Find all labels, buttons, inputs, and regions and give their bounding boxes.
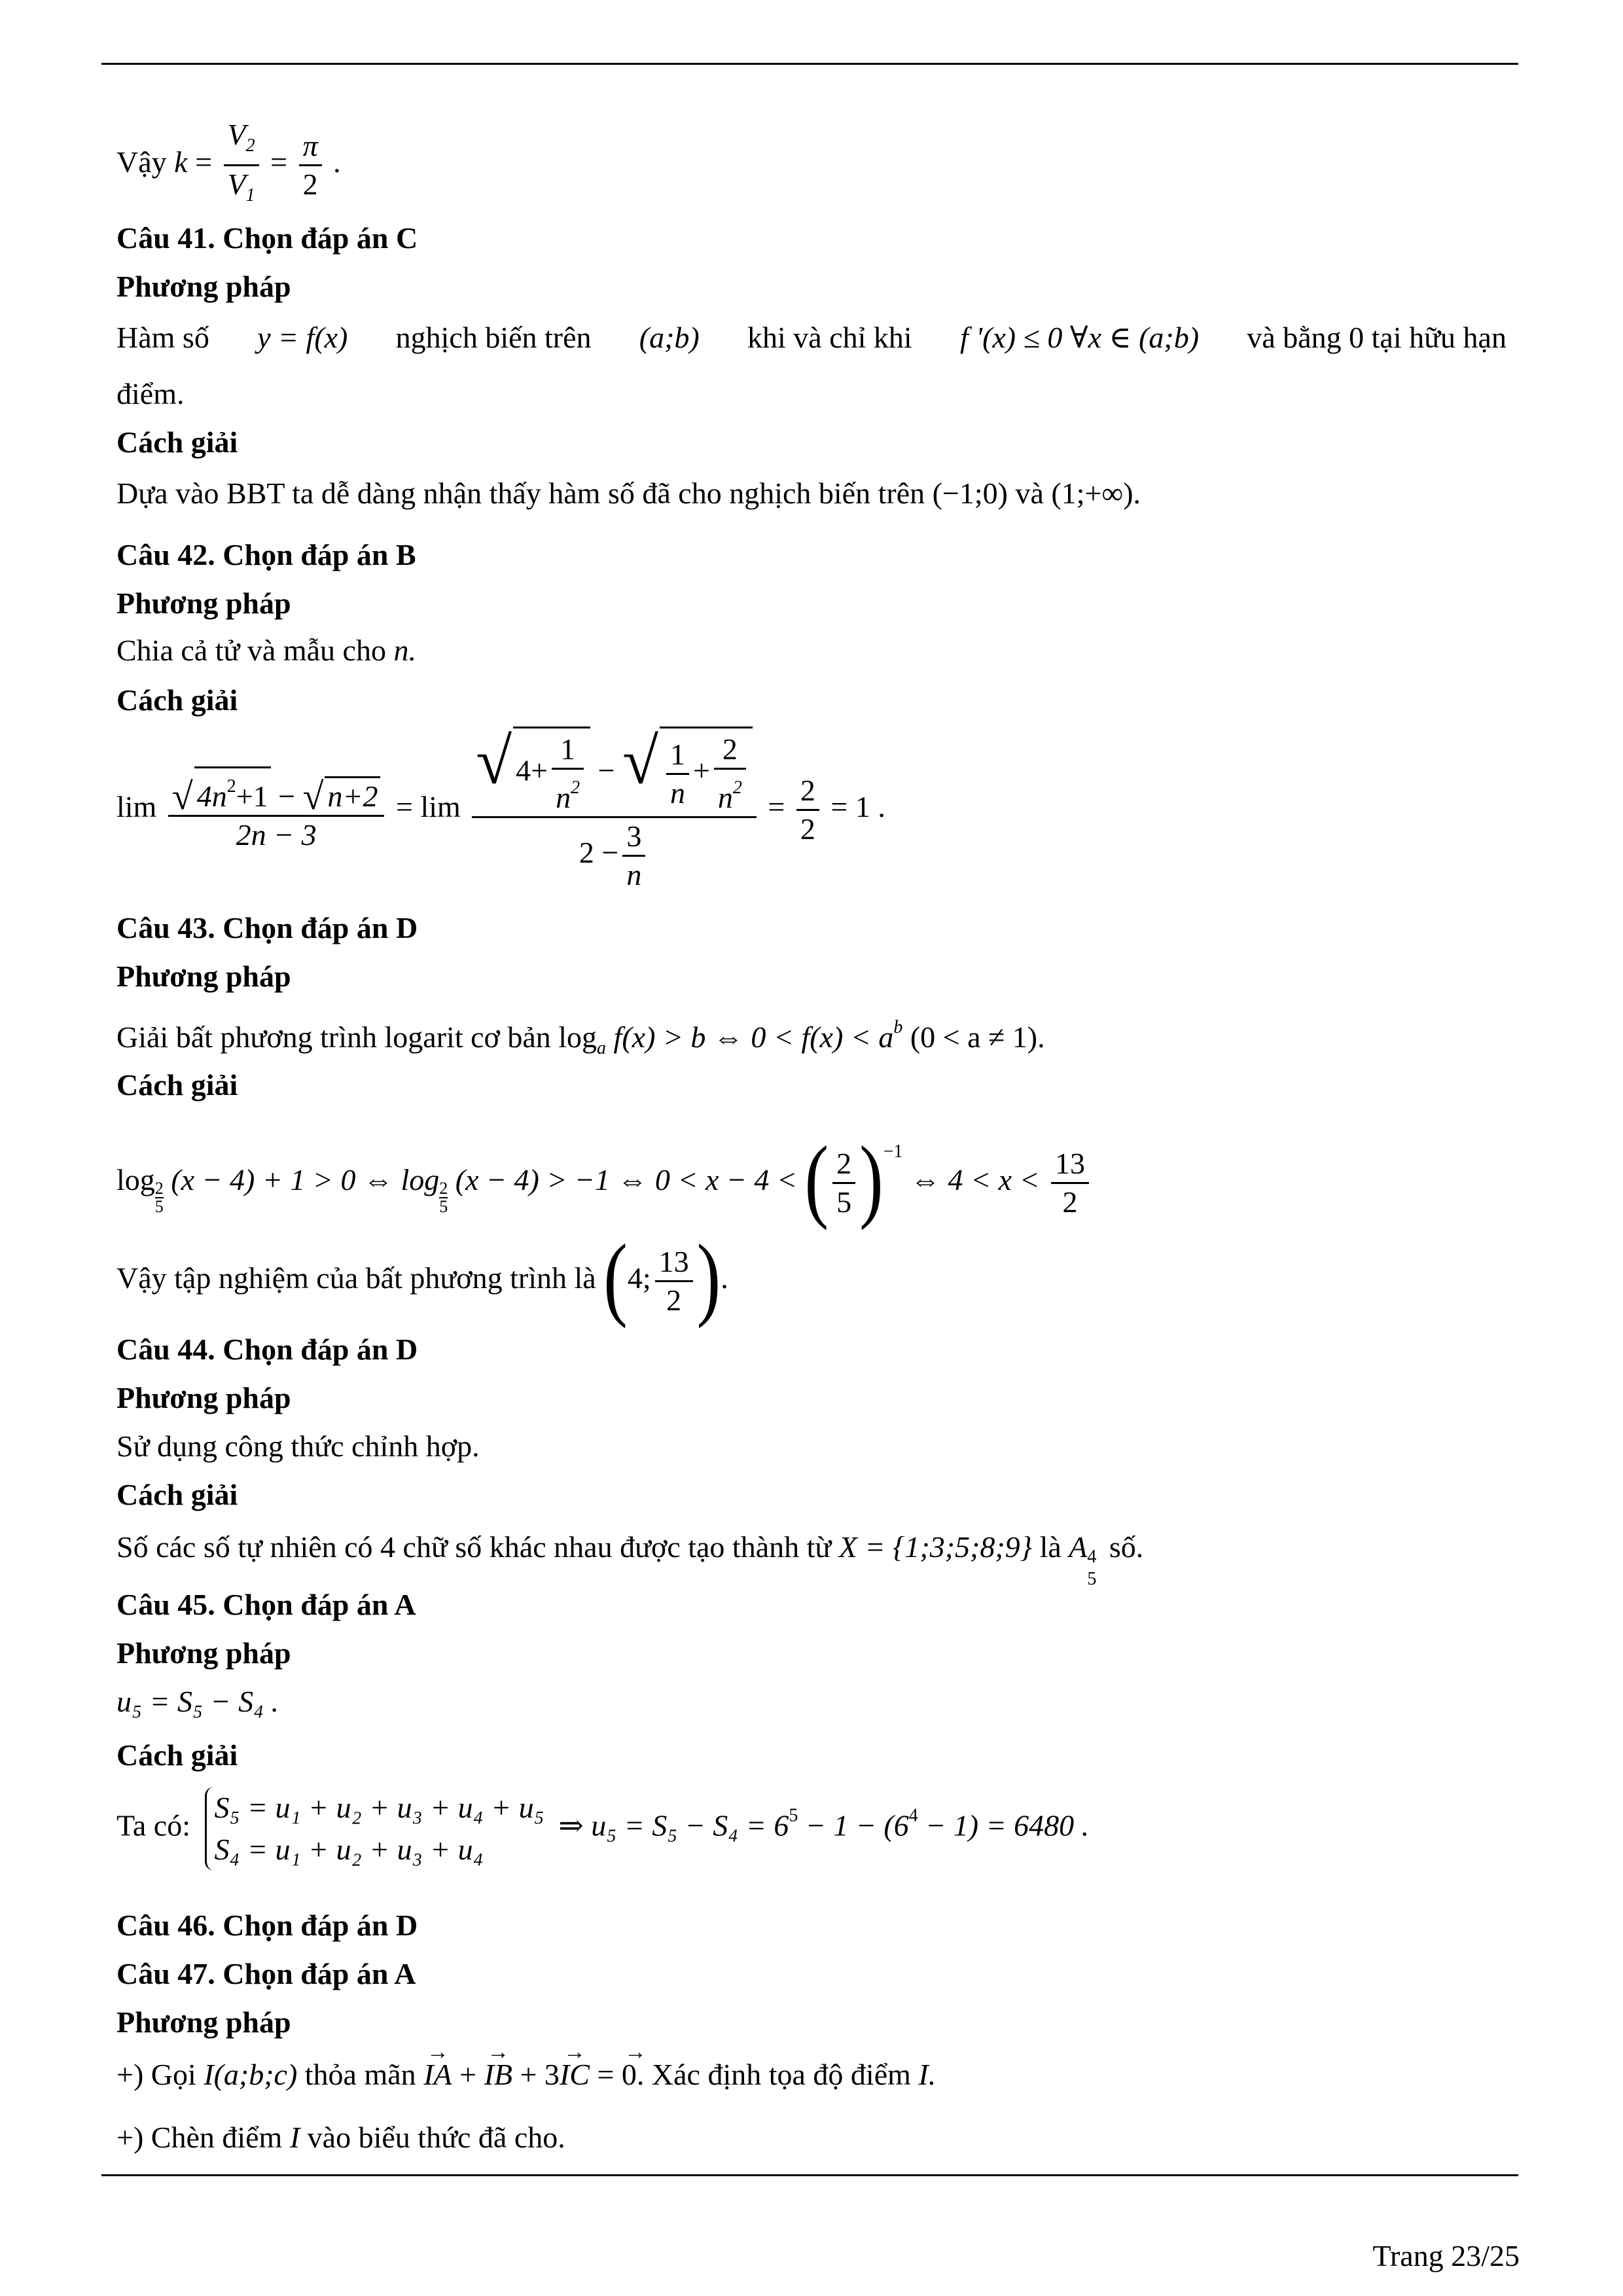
fraction-result [796, 772, 819, 848]
text: thỏa mãn [304, 2058, 416, 2091]
f-num: 1 [552, 731, 584, 770]
f-num: 3 [622, 818, 645, 857]
q43-heading: Câu 43. Chọn đáp án D [116, 911, 418, 944]
term: 4n [196, 780, 227, 813]
text: Ta có: [116, 1808, 191, 1842]
point-I: I [289, 2121, 300, 2154]
f-den: n [556, 781, 571, 814]
q47-step1 [116, 2055, 936, 2094]
vector-IA: → IA [423, 2055, 452, 2094]
minus: − [278, 780, 296, 813]
f-den: n [669, 776, 685, 810]
f-num: 1 [666, 736, 689, 775]
eq: = [395, 790, 413, 824]
num-sub: 2 [245, 135, 255, 156]
result: ⇒ u₅ = S₅ − S₄ = 6 [558, 1808, 789, 1842]
den-term: 2 − [579, 836, 619, 870]
q45-method-formula: u₅ = S₅ − S₄ . [116, 1685, 279, 1718]
interval-ab: (a;b) [639, 321, 700, 354]
den: 2n − 3 [236, 818, 317, 852]
condition: f '(x) ≤ 0 ∀x ∈ (a;b) [959, 321, 1200, 354]
formula-cond: (0 < a ≠ 1). [910, 1020, 1045, 1054]
den: V [227, 168, 246, 201]
text: vào biểu thức đã cho. [307, 2121, 565, 2154]
term: +1 [236, 780, 268, 813]
q44-heading: Câu 44. Chọn đáp án D [116, 1333, 418, 1366]
text: . Xác định tọa độ điểm [636, 2058, 911, 2091]
f-den: 5 [836, 1185, 852, 1219]
text: khi và chỉ khi [747, 321, 912, 354]
sup: −1 [883, 1141, 903, 1162]
q45-solve-eq [116, 1787, 1089, 1871]
sup: 4 [1087, 1547, 1097, 1567]
q41-solve-label: Cách giải [116, 425, 238, 459]
text: Hàm số [116, 321, 209, 354]
num: V [227, 118, 246, 151]
q41-method-label: Phương pháp [116, 270, 291, 303]
f-num: 2 [796, 772, 819, 811]
q43-method-line [116, 1008, 1045, 1068]
sup: b [893, 1017, 903, 1037]
var-k: k [174, 145, 188, 179]
log: log [116, 1163, 155, 1196]
fraction-v [224, 117, 259, 214]
sup: 4 [908, 1805, 918, 1826]
q41-solve-line [116, 474, 1141, 513]
q42-limit [116, 726, 885, 893]
eq: = [768, 790, 785, 824]
interval-1: (−1;0) [932, 476, 1008, 510]
text: Chia cả tử và mẫu cho [116, 634, 386, 667]
system [205, 1787, 544, 1871]
q43-conclusion: Vậy tập nghiệm của bất phương trình là (4; $\frac{13}{2}$ ). [116, 1225, 728, 1329]
vector-IC: → IC [560, 2055, 590, 2094]
q46-heading: Câu 46. Chọn đáp án D [116, 1909, 418, 1942]
f-den: 2 [1062, 1185, 1078, 1219]
q42-method-label: Phương pháp [116, 586, 291, 620]
den-sub: 1 [245, 185, 255, 206]
sub: 5 [1087, 1569, 1097, 1589]
eq-part: (x − 4) + 1 > 0 ⇔ log [171, 1163, 440, 1196]
q44-solve-label: Cách giải [116, 1478, 238, 1511]
q41-method-line2: điểm. [116, 377, 185, 410]
f-num: 13 [655, 1244, 693, 1282]
den2: 2 [302, 168, 318, 201]
f-den: n [626, 858, 642, 891]
result: − 1 − (6 [805, 1808, 909, 1842]
interval-start: 4; [627, 1261, 651, 1295]
eq-part: (x − 4) > −1 ⇔ 0 < x − 4 < [455, 1163, 797, 1196]
lim: lim [116, 790, 157, 824]
q44-solve-line [116, 1528, 1144, 1589]
sub-den: 5 [439, 1197, 448, 1216]
fraction-pi [299, 128, 322, 203]
sup: 2 [226, 776, 236, 797]
eq-part: ⇔ 4 < x < [910, 1163, 1040, 1196]
text: nghịch biến trên [395, 321, 592, 354]
plus-3: + 3 [520, 2058, 560, 2091]
sup: 5 [789, 1805, 798, 1826]
sub-num: 2 [439, 1179, 448, 1198]
num2: π [299, 128, 322, 166]
page-number: Trang 23/25 [1372, 2239, 1520, 2272]
point-I: I. [918, 2058, 936, 2091]
q42-solve-label: Cách giải [116, 683, 238, 717]
text: là [1039, 1530, 1061, 1564]
q45-method-label: Phương pháp [116, 1636, 291, 1670]
fraction-lim2: √ 4+ $\frac{1}{n^2}$ − √ $\frac{1}{n}$ + $\frac{2}{n^2}$ 2 − $\frac{3}{n}$ [472, 726, 757, 893]
sys-line: S₅ = u₁ + u₂ + u₃ + u₄ + u₅ [214, 1791, 544, 1824]
f-num: 2 [832, 1145, 855, 1184]
formula: f(x) > b ⇔ 0 < f(x) < a [613, 1020, 894, 1054]
point-I: I(a;b;c) [204, 2058, 298, 2091]
q45-solve-label: Cách giải [116, 1738, 238, 1772]
q47-method-label: Phương pháp [116, 2005, 291, 2039]
f-den: 2 [666, 1283, 682, 1317]
text: +) Gọi [116, 2058, 196, 2091]
text: Giải bất phương trình logarit cơ bản [116, 1020, 551, 1054]
dot: . [1133, 476, 1141, 510]
f-num: 13 [1051, 1145, 1089, 1184]
q43-method-label: Phương pháp [116, 960, 291, 993]
sup: 2 [571, 778, 580, 798]
conclusion-k [116, 117, 341, 214]
arrangement: A [1069, 1530, 1088, 1564]
sub-num: 2 [154, 1179, 164, 1198]
q44-method-label: Phương pháp [116, 1381, 291, 1414]
result: = 1 . [830, 790, 885, 824]
q43-solve-label: Cách giải [116, 1068, 238, 1102]
eq2: = [270, 145, 288, 179]
text: và bằng 0 tại hữu hạn [1247, 321, 1507, 354]
plus: + [692, 753, 710, 787]
text: và [1015, 476, 1044, 510]
text: +) Chèn điểm [116, 2121, 283, 2154]
q42-heading: Câu 42. Chọn đáp án B [116, 538, 416, 571]
result: − 1) = 6480 . [925, 1808, 1090, 1842]
set: X = {1;3;5;8;9} [838, 1530, 1033, 1564]
formula-fx: y = f(x) [257, 321, 348, 354]
tail: . [333, 145, 341, 179]
text: Vậy [116, 145, 167, 179]
f-den: n [717, 781, 733, 814]
eq: = [195, 145, 213, 179]
q43-solve-eq: log $\frac{2}{5}$ (x − 4) + 1 > 0 ⇔ log $\frac{2}{5}$ (x − 4) > −1 ⇔ 0 < x − 4 < ( $\frac{2}{5}$ )$^{-1}$ ⇔ 4 < x < $\frac{13}{2}$ [116, 1132, 1093, 1221]
text: số. [1109, 1530, 1144, 1564]
log: log [558, 1020, 597, 1054]
q47-heading: Câu 47. Chọn đáp án A [116, 1957, 416, 1990]
text: Số các số tự nhiên có 4 chữ số khác nhau được tạo thành từ [116, 1530, 832, 1564]
text: Vậy tập nghiệm của bất phương trình là [116, 1261, 596, 1295]
footer-rule [101, 2174, 1518, 2176]
header-rule [101, 63, 1518, 65]
sub: a [597, 1038, 607, 1058]
q44-method-line: Sử dụng công thức chỉnh hợp. [116, 1429, 480, 1463]
interval-2: (1;+∞) [1051, 476, 1133, 510]
vector-IB: → IB [484, 2055, 512, 2094]
term: n+2 [325, 776, 380, 815]
minus: − [597, 753, 615, 787]
lim: lim [420, 790, 461, 824]
q47-step2 [116, 2118, 565, 2157]
vector-zero: → 0 [622, 2055, 637, 2094]
sys-line: S₄ = u₁ + u₂ + u₃ + u₄ [214, 1833, 484, 1866]
sup: 2 [732, 778, 742, 798]
sub-den: 5 [154, 1197, 164, 1216]
f-den: 2 [800, 812, 815, 846]
dot: . [721, 1261, 728, 1295]
q45-heading: Câu 45. Chọn đáp án A [116, 1588, 416, 1621]
q41-method-line [116, 318, 1507, 357]
text: Dựa vào BBT ta dễ dàng nhận thấy hàm số đã cho nghịch biến trên [116, 476, 925, 510]
q41-heading: Câu 41. Chọn đáp án C [116, 221, 418, 255]
var-n: n. [393, 634, 416, 667]
eq: = [597, 2058, 615, 2091]
plus: + [459, 2058, 477, 2091]
fraction-lim1: $\frac{√ 4n^2+1 - √ n+2}{2n - 3}$ [168, 766, 385, 853]
f-num: 2 [714, 731, 746, 770]
term: 4+ [516, 753, 548, 787]
q42-method-line [116, 631, 416, 670]
